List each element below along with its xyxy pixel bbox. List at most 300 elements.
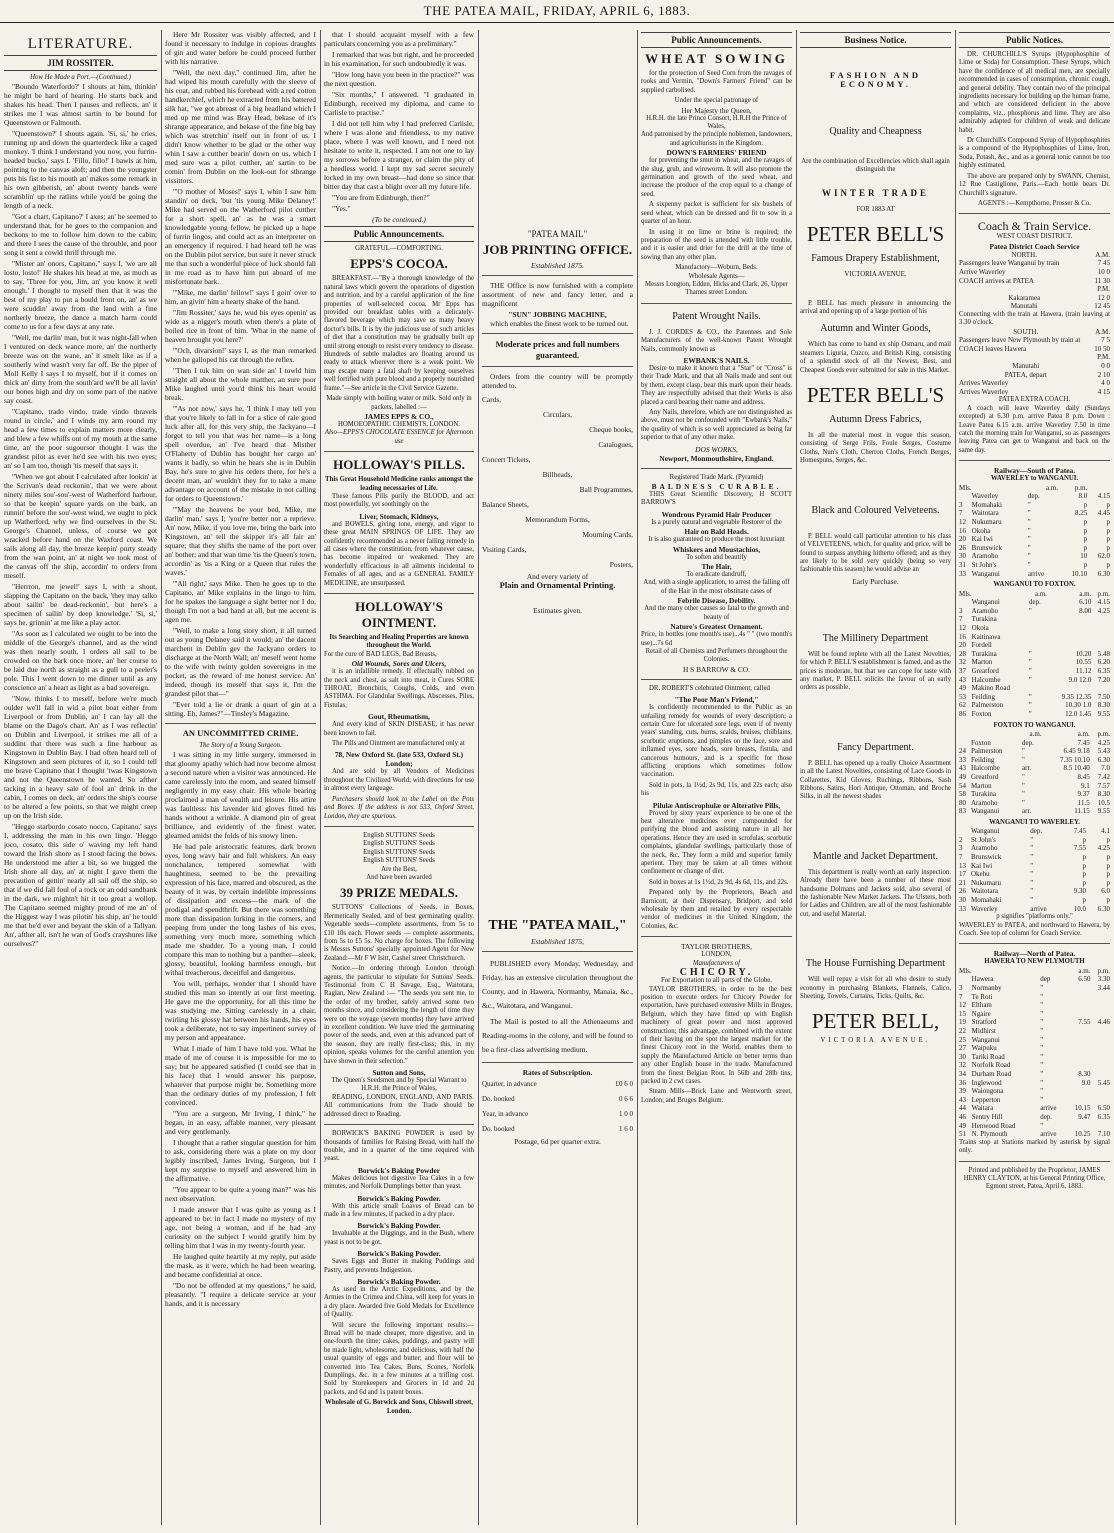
ad-line: Trains stop at Stations marked by asterisk by signal only.: [959, 1138, 1110, 1155]
ad-line: VICTORIA AVENUE.: [844, 271, 907, 279]
paragraph: "Heggo starbordo cosato nocco, Capitano,' says I, addressing the man in his own lingo. 'Heggo joco, cosato, this side o' waving my left hand toward the Irish shore as I stood facing the bows. He understood me after a bit, so we hugged the Irish shore all day, an' at night I gave them the precaution of gettin' nearly all sail off the ship, so that if we did fall foul of a rock or an odd sandbank in the dark, we mightn't hit it too great a wollop. The Capitano seemed mighty proud of me an' of the Higgest way I was pilotin' his ship, an' he tould me that he'd ever and beyant the skin of a Tallyan. An', afther all, isn't he wan of God's crayshures like ourselves?": [4, 822, 157, 949]
table-row: P.M.: [1097, 353, 1110, 362]
ad-line: WAVERLEY to PATEA, and northward to Hawera, by Coach. See top of column for Coach Service.: [959, 921, 1110, 938]
column-5: [641, 30, 792, 1525]
divider: [482, 333, 633, 334]
table-row: 30 Tariki Road ": [959, 1052, 1044, 1061]
table-row: 30 Aramoho " 10 62.0: [959, 552, 1110, 561]
ad-title: HOLLOWAY'S OINTMENT.: [355, 599, 443, 630]
table-row: 54 Marton " 9.1 7.57: [959, 781, 1110, 790]
paragraph: "You appear to be quite a young man?" was his next observation.: [165, 1185, 316, 1204]
table-row: 20 Kai Iwi " p p: [959, 535, 1110, 544]
divider: [959, 1161, 1110, 1162]
table-row: 17 Okehu " p p: [959, 870, 1110, 879]
paragraph: "Then I tuk him on wan side an' I towld him straight all about the whole matther, an sure poor Mike laughed until you'd think his heart would break.: [165, 366, 316, 402]
divider: [324, 451, 474, 452]
table-row: 34 Durham Road " 8.30: [959, 1069, 1091, 1078]
ad-body: Dr Churchill's Compound Syrup of Hypophosphites is a compound of the Hypophosphites of Lime, Iron, Soda, Potash, &c., and as a general tonic cannot be too highly estimated.: [959, 137, 1110, 170]
column-1: [4, 30, 157, 1525]
table-row: 3 Aramoho " 8.00 4.25: [959, 606, 1110, 615]
table-row: 26 Waitotara " 9.30 6.0: [959, 887, 1110, 896]
table-row: Quarter, in advance £0 6 0: [482, 1080, 633, 1088]
ad-line: Are the Best,: [381, 865, 417, 873]
job-item: Visiting Cards,: [482, 545, 527, 554]
ad-body: Prepared only by the Proprietors, Beach and Barnicott, at their Dispensary, Bridport, and sold wholesale by them and retailed by every respectable vendor of medicines in the United Kingdom, the Colonies, &c.: [641, 889, 792, 930]
masthead: THE PATEA MAIL, FRIDAY, APRIL 6, 1883.: [0, 0, 1114, 23]
ad-body: Makes delicious hot digestive Tea Cakes in a few minutes, and Norfolk Dumplings better than yeast.: [324, 1174, 474, 1191]
table-row: 32 Norfolk Road ": [959, 1061, 1044, 1070]
paragraph: I made answer that I was quite as young as I appeared to be: in fact I made no mystery of my age, not being a woman, and if he had any curiosity on the subject I would gratify him by telling him that I was in my twenty-fourth year.: [165, 1205, 316, 1251]
ad-line: Nature's Greatest Ornament.: [670, 622, 763, 632]
column-3: [324, 30, 474, 1525]
job-item: Circulars,: [543, 410, 572, 419]
ad-line: The Queen's Seedsmen and by Special Warrant to H.R.H. the Prince of Wales,: [331, 1077, 467, 1093]
ad-line: HOMOEOPATHIC CHEMISTS, LONDON.: [337, 420, 461, 428]
ad-line: Liver, Stomach, Kidneys,: [359, 511, 439, 521]
table-row: 7 Turakina: [959, 615, 997, 624]
column-rule: [955, 30, 956, 1525]
table-row: 3 Normanby " 3.44: [959, 984, 1110, 993]
ad-body: Saves Eggs and Butter in making Puddings and Pastry, and prevents Indigestion.: [324, 1258, 474, 1274]
ad-body: In all the material most in vogue this season, consisting of Serge Frils, Foule Serges, Costume Cloths, Nun's Cloth, Cherron Cloths, French Berges, Homespuns, Serges, &c.: [800, 432, 951, 465]
table-row: 36 Inglewood " 9.0 5.45: [959, 1078, 1110, 1087]
ad-line: Under the special patronage of: [674, 97, 759, 105]
table-row: 62 Palmerston " 10.30 1.0 8.30: [959, 701, 1110, 710]
ad-line: VICTORIA AVENUE.: [820, 1037, 931, 1045]
ad-body: Will be found replete with all the Latest Novelties, for which P. BELL'S establishment is famed, and as the prices is moderate, but that we can cope for taste with any market, P. BELL solicits the favour of an early orders as possible.: [800, 650, 951, 692]
ad-body: Will secure the following important results:— Bread will be made cheaper, more digestive, and in one-fourth the time; cakes, puddings, and pastry will be made light, wholesome, and delicious, with half the usual quantity of eggs and butter; and flour will be converted into Tea Cakes, Buns, Scones, Norfolk Dumplings, &c. in a few minutes at a trifling cost. Sold by Storekeepers and Grocers in 1d and 2d packets, and 6d and 1s patent boxes.: [324, 1321, 474, 1396]
ad-line: Autumn Dress Fabrics,: [829, 414, 922, 426]
paragraph: "Yes.": [332, 204, 351, 213]
ad-body: This department is really worth an early inspection. Already there have been a number of these most handsome Dolmans and Jackets sold, also several of the fashionable New Market Jackets. The Ulsters, both for Ladies and Children, are all of the most fashionable cut, and useful Material.: [800, 868, 951, 918]
ad-line: Famous Drapery Establishment,: [811, 253, 940, 265]
ad-body: DR. CHURCHILL'S Syrups (Hypophosphite of Lime or Soda) for Consumption. These Syrups, which have the confidence of all medical men, are specially recommended in cases of consumption, chronic cough, and general debility. They contain two of the principal ingredients necessary for building up the human frame, and which are considered deficient in the above complaints, viz., phosphorus and lime. They are also admirably adapted for children of weak and delicate habit.: [959, 51, 1110, 134]
ad-line: Established 1875,: [531, 937, 584, 946]
ad-body: Invaluable at the Diggings, and in the Bush, where yeast is not to be got.: [324, 1230, 474, 1246]
ad-title: "The Poor Man's Friend,": [674, 695, 759, 705]
table-row: 46 Sentry Hill dep. 9.47 6.35: [959, 1112, 1110, 1121]
ad-body: SUTTONS' Collections of Seeds, in Boxes, Hermetically Sealed, and of best germinating quality. Vegetable seeds—complete assortments, from 5s to £10 10s each. Flower seeds — complete assortments, from 5s to £5 5s. No charge for boxes. The following is Messrs Suttons' specially appointed Agent for New Zealand:—Mr F W Isitt, Cashel street Christchurch.: [324, 904, 474, 962]
table-row: Waverley dep. 8.0 4.15: [971, 492, 1110, 501]
ad-body: for the protection of Seed Corn from the ravages of rooks and Vermin, "Down's Farmers' Friend" can be supplied carbolised.: [641, 70, 792, 94]
ad-body: DR. ROBERT'S celebrated Ointment, called: [649, 684, 770, 692]
table-header-row: Mls. a.m. p.m.: [959, 966, 1110, 975]
table-row: Foxton dep. 7.45 4.25: [971, 738, 1110, 747]
ad-line: And every variety of: [526, 572, 589, 581]
table-row: 28 Turakina " 10.20 5.48: [959, 649, 1110, 658]
table-row: 49 Makino Road: [959, 684, 1010, 693]
table-row: 43 Lepperton ": [959, 1095, 1044, 1104]
ad-body: J. J. CORDES & CO., the Patentees and Sole Manufacturers of the well-known Patent Wrought Nails, commonly known as: [641, 328, 792, 353]
timetable: [959, 967, 1110, 1139]
ad-line: Autumn and Winter Goods,: [820, 323, 931, 335]
ad-line: Is a purely natural and vegetable Restorer of the: [651, 518, 782, 526]
ad-line: Wholesale Agents—: [688, 272, 745, 280]
ad-tagline: GRATEFUL—COMFORTING.: [355, 245, 443, 252]
table-row: 7 Waitotara " 8.25 4.45: [959, 509, 1110, 518]
paragraph: "When we got about I calculated after lookin' at the Scrivan's dead reckonin', that we were about ninety miles sou'-sou'-west of Watherford harbour, so that be keepin' square yards on the bark, an runnin' before the sou'-west wind, we ought to pick up Watherford, why we find ourselves in the St. George's Channel, unless, of course we got wracked before hand on the Waxford coast. We sails along all day, the breeze keepin' purty steady from the wan point, an' at night we took most of the canvas off the ship, accordin' to orders from meself.: [4, 472, 157, 581]
table-row: Do. booked 0 6 6: [482, 1095, 633, 1103]
ad-line: The Hair,: [701, 562, 732, 572]
table-row: 49 Henwood Road ": [959, 1121, 1044, 1130]
route-title: WANGANUI TO FOXTON.: [993, 581, 1076, 589]
ad-address: 78, New Oxford St. (late 533, Oxford St.) London;: [334, 750, 464, 769]
paragraph: "As soon as I calculated we ought to be into the middle of the George's channel, and as the wind was then nearly south, I orders all sail to be crowded on the bark once more, an' her course to be laid due north as straight as a gull to a peeler's pole. This I went down to me dinner until as any conscience an' a heart as light as a bad sovereign.: [4, 629, 157, 693]
paragraph: "'As nor now,' says he, 'I think I may tell you that you're likely to fall in for a slice of rale good luck after all, for this very ship, the Jackyano—I forgot to tell you that was her name—is a long spell overdue, an' I've heard that Misther O'Flaherty of Dublin has bought her cargo an' wants it badly, so whin he hears she is in Dublin Bay, he's sure to give his orders there, for he's a decent man, an' wouldn't they for to take a mane advantage on account of the mistake in not calling for orders to Queenstown.': [165, 404, 316, 503]
paragraph: I remarked that was but right, and he proceeded in his examination, for such undoubtedly it was.: [324, 50, 474, 68]
ad-body: Proved by sixty years' experience to be one of the best alterative medicines ever compounded for purifying the blood and assisting nature in all her operations. Hence they are used in scrofulas, scorbutic complaints, glandular swellings, particularly those of the neck, &c. They form a mild and superior family aperient. They may be taken at all times without confinement or change of diet.: [641, 809, 792, 876]
job-item: Cards,: [482, 395, 502, 404]
ad-company: JAMES EPPS & CO.,: [364, 411, 434, 421]
paragraph: "'May the heavens be your bed, Mike, me darlin' man,' says I; 'you're better nor a reprieve. An' now, Mike, if you love me, bring the bark into Kingstown, an' tell the skipper it's all fair an' square; that they shifts the name of the port over an' bother; and that wan time 'tis the Queen's town, accordin' as 'tis a King or a Queen that rules the waves.': [165, 505, 316, 577]
ad-line: English SUTTONS' Seeds: [363, 848, 435, 856]
paragraph: "Do not be offended at my questions," he said, pleasantly. "I require a delicate service at your hands, and it is necessary: [165, 1281, 316, 1309]
coach-title: Coach & Train Service.: [977, 219, 1092, 234]
route-title: FOXTON TO WANGANUI.: [993, 721, 1076, 729]
ad-body: A coach will leave Waverley daily (Sundays excepted) at 6.30 p.m. arrive Patea 8 p.m. Down : Leave Patea 6.15 a.m. arrive Waverley 7.50 in time catch the morning train for Wanganui, so as passengers leaving Patea can get to Wanganui and back on the same day.: [959, 404, 1110, 454]
to-be-continued: (To be continued.): [372, 215, 426, 224]
job-item: Balance Sheets,: [482, 500, 529, 509]
ad-company: TAYLOR BROTHERS,: [681, 942, 752, 952]
imprint: Printed and published by the Proprietor, JAMES HENRY CLAYTON, at his General Printing Office, Egmont street, Patea, April 6, 1883.: [963, 1166, 1106, 1191]
ad-body: The above are prepared only by SWANN, Chemist, 12 Rue Castiglione, Paris.—Each bottle bears Dr. Churchill's signature.: [959, 172, 1110, 197]
ad-line: Newport, Monmouthshire, England.: [659, 453, 774, 463]
section-header: Business Notice.: [800, 32, 951, 48]
ad-line: And, with a single application, to arrest the falling off of the Hair in the most obstinate cases of: [643, 579, 790, 595]
ad-line: Mantle and Jacket Department.: [813, 850, 938, 862]
ad-title: Patent Wrought Nails.: [672, 310, 761, 322]
ad-body: A sixpenny packet is sufficient for six bushels of seed wheat, which can be dressed and fit to sow in a quarter of an hour.: [641, 201, 792, 226]
paragraph: "Mister an' onors, Capitano," says I, 'we are all losto, losto!' He shakes his head at me, as much as to say, 'Three for you, Jim, an' you know it well enough.' I thought to myself then that it was the best of my play to put a bould front on, an' as we were scuddin' away from the land with a fine northerly breeze, the dance a match harm could come to us for a few days at any rate.: [4, 259, 157, 332]
route-title: WANGANUI TO WAVERLEY.: [989, 818, 1080, 826]
ad-body: Will well repay a visit for all who desire to study economy in purchasing Blankets, Flannels, Calico, Sheeting, Towels, Curtains, Ticks, Quilts, &c.: [800, 976, 951, 1001]
ad-body: Steam Mills—Brick Lane and Wentworth street, London; and Bruges Belgium.: [641, 1088, 792, 1104]
table-row: 58 Turakina " 9.37 8.30: [959, 790, 1110, 799]
paragraph: "Capitano, trado vindo, trade vindo thravels round in circle,' and I winds my arm round my head a few times to explain matters more clearly, and blew a few whiffs out of my mouth at the same time, an' the poor sugoursor thought I was the grandest pilot as ever he'd see with his two eyes; an' so I am too, though 'tis meself that says it.: [4, 407, 157, 471]
table-row: Do. booked 1 6 0: [482, 1125, 633, 1133]
table-row: Wanganui dep. 7.45 4.1: [971, 827, 1110, 836]
table-row: Arrive Waverley 10 0: [959, 267, 1110, 276]
ad-line: p signifies "platforms only.": [996, 913, 1073, 921]
ad-line: Made simply with boiling water or milk. Sold only in packets, labelled :—: [326, 395, 472, 411]
ad-line: DOS WORKS,: [695, 444, 738, 454]
ad-line: PATEA EXTRA COACH.: [998, 396, 1071, 404]
paragraph: "'Mike, me darlin' fellow!' says I goin' over to him, an givin' him a hearty shake of the hand.: [165, 288, 316, 306]
divider: [641, 936, 792, 937]
table-row: 25 Wanganui ": [959, 1035, 1044, 1044]
ad-body: which enables the finest work to be turned out.: [490, 319, 629, 328]
paragraph: "Boundo Waterfordo?' I shouts at him, thinkin' he might be hard of hearing. He starts back and shakes his head. Then I pauses and reflects, an' it strikes me I was almost sartin to be bound for Queenstown or Falmouth.: [4, 82, 157, 128]
ad-line: Connecting with the train at Hawera, (train leaving at 3.30 o'clock.: [959, 310, 1110, 327]
table-row: 3 Aramoho " 7.55 4.25: [959, 844, 1110, 853]
ad-body: Which has come to hand ex ship Osmaru, and mail steamers Liguria, Cuzco, and British King, consisting of a splendid stock of all the Newest, Best, and Cheapest Goods ever submitted for sale in this Market.: [800, 341, 951, 374]
table-row: 33 Wanganui arrive 10.10 6.30: [959, 569, 1110, 578]
ad-title: Borwick's Baking Powder.: [357, 1193, 441, 1203]
paragraph: "How long have you been in the practice?" was the next question.: [324, 70, 474, 88]
divider: [641, 679, 792, 680]
section-title: LITERATURE.: [27, 36, 134, 52]
ad-line: And the many other causes so fatal to the growth and beauty of: [644, 605, 789, 621]
ad-title: Borwick's Baking Powder.: [357, 1221, 441, 1231]
ad-title: Borwick's Baking Powder: [357, 1165, 441, 1175]
paragraph: "'Och, divarsion!' says I, as the man remarked when he galloped his cat through the reflex.: [165, 346, 316, 364]
job-item: Ball Programmes,: [579, 485, 633, 494]
ad-body: Any Nails, therefore, which are not distinguished as above, must not be confounded with "Ewbank's Nails," the quality of which is so well appreciated as being far superior to that of any other make.: [641, 409, 792, 442]
table-row: 44 Waitara arrive 10.15 6.50: [959, 1104, 1110, 1113]
paragraph: "Well, the next day," continued Jim, after he had wiped his mouth carefully with the sleeve of his coat, and rubbed his forehead with a red cotton handkerchief, which he extracted from his battered silk hat, "we got abreast of a big headland which I med up me mind was Bray Head, bekase of it's shrange appearance, and bekase of the fine big bay which was stretchin' itself out in front of us. I didn't know whether to be glad or the other way whin I saw a cutther bearin' down on us, which I med sure was a pilot cutther, an' sartin to be comin' from Dublin on the look-out for sthrange vissittors.: [165, 68, 316, 185]
column-2: [165, 30, 316, 1525]
ad-line: To eradicate dandruff,: [686, 571, 747, 579]
railway-title: Railway—South of Patea.: [993, 466, 1076, 476]
table-row: 13 Kai Iwi " p p: [959, 861, 1110, 870]
table-row: 31 St John's " p p: [959, 561, 1110, 570]
ad-line: Whiskers and Moustachios,: [672, 544, 761, 554]
table-row: 16 Kaitinawa: [959, 632, 1001, 641]
paragraph: "'O mother of Moses!' says I, whin I saw him standin' on deck, 'but 'tis young Mike Delaney!' Mike had served on the Watherford pilot cutther for a short spell, an' as he was a smart knowledgable young fellow, he picked up a hape of furrin lingos, and could act as an interpreter on an emergency if required. I had heard tell he was on the Dublin pilot service, but sure it never struck me that such a wonderful piece of luck should fall in me road as to have him put aboard of me misfortunate bark.: [165, 187, 316, 286]
divider: [959, 943, 1110, 944]
table-row: Passengers leave Wanganui by train 7 45: [959, 259, 1110, 268]
ad-line: Wondrous Pyramid Hair Producer: [661, 509, 772, 519]
ad-line: Retail of all Chemists and Perfumers throughout the Colonies.: [645, 647, 788, 664]
ad-body: In using it no lime or brine is required; the preparation of the seed is attended with little trouble, and it is easier and drier for the drill at the time of sowing than any other plan.: [641, 228, 792, 261]
divider: [641, 468, 792, 469]
story-title: JIM ROSSITER.: [4, 55, 157, 71]
ad-line: Estimates given.: [533, 606, 582, 615]
table-row: 32 Marton " 10.55 6.20: [959, 658, 1110, 667]
table-row: 15 Ngaire ": [959, 1009, 1044, 1018]
table-row: 21 Nukumaru " p p: [959, 878, 1110, 887]
ad-title: Pilulæ Antiscrophulæ or Alterative Pills,: [652, 800, 781, 810]
ad-body: BORWICK'S BAKING POWDER is used by thousands of families for Raising Bread, with half the trouble, and in a quarter of the time required with yeast.: [324, 1130, 474, 1163]
ad-line: Plain and Ornamental Printing.: [499, 580, 616, 590]
paragraph: "Six months," I answered. "I graduated in Edinburgh, received my diploma, and came to Carlisle to practise.": [324, 90, 474, 117]
table-row: 19 Stratford " 7.55 4.46: [959, 1018, 1110, 1027]
column-rule: [796, 30, 797, 1525]
ad-line: Manufactory—Woburn, Beds.: [675, 264, 758, 272]
table-row: 37 Greatford " 11.12 6.35: [959, 666, 1110, 675]
paragraph: You will, perhaps, wonder that I should have studied this man so intently at our first meeting. He gave me the opportunity, for all this time he was studying me. Sitting carelessly in a chair, twirling his glossy hat between his hands, his eyes took a deliberate, not to say impertinent survey of my person and appearance.: [165, 979, 316, 1043]
paragraph: I thought that a rather singular question for him to ask, considering there was a plate on my door legibly inscribed, James Irving, Surgeon, but I kept my surprise to myself and answered him in the affirmative.: [165, 1138, 316, 1184]
ad-body: Desire to make it known that a "Star" or "Cross" is their Trade Mark, and that all Nails made and sent out by them, except clasp, bear this mark upon their heads. They are respectfully advised that their Works is also placed a card bearing their name and address.: [641, 364, 792, 406]
ad-line: And have been awarded: [366, 873, 432, 881]
table-row: 86 Foxton " 12.0 1.45 9.55: [959, 709, 1110, 718]
job-item: Billheads,: [542, 470, 573, 479]
section-header: Public Announcements.: [324, 226, 474, 242]
ad-body: PUBLISHED every Monday, Wednesday, and Friday, has an extensive circulation throughout the County, and in Hawera, Normanby, Manaia, &c., &c., Waitotara, and Wanganui.: [482, 959, 633, 1010]
ad-body: And are sold by all Vendors of Medicines throughout the Civilized World; with directions for use in almost every language.: [324, 768, 474, 793]
table-row: 16 Okoha " p p: [959, 526, 1110, 535]
ad-body: READING, LONDON, ENGLAND, AND PARIS. All communications from the Trade should be addressed direct to Reading.: [324, 1093, 474, 1118]
divider: [641, 303, 792, 304]
ad-title: HOLLOWAY'S PILLS.: [333, 457, 465, 473]
job-item: Mourning Cards,: [582, 530, 633, 539]
paragraph: "You are from Edinburgh, then?": [332, 193, 430, 202]
ad-line: Hair on Bald Heads.: [684, 527, 749, 537]
story-title: AN UNCOMMITTED CRIME.: [182, 728, 299, 738]
spacer: [482, 615, 633, 915]
ad-line: Are the combination of Excellencies which shall again distinguish the: [801, 158, 950, 174]
ad-body: BREAKFAST.—"By a thorough knowledge of the natural laws which govern the operations of digestion and nutrition, and by a careful application of the fine properties of well-selected cocoa, Mr Epps has provided our breakfast tables with a delicately-flavored beverage which may save us many heavy doctor's bills. It is by the judicious use of such articles of diet that a constitution may be gradually built up until strong enough to resist every tendency to disease. Hundreds of subtle maladies are floating around us ready to attack wherever there is a weak point. We may escape many a fatal shaft by keeping ourselves well fortified with pure blood and a properly nourished frame."—See article in the Civil Service Gazette.: [324, 275, 474, 392]
ad-title: THE "PATEA MAIL,": [488, 918, 627, 933]
table-row: Manutahi 12 45: [1010, 302, 1110, 311]
paragraph: "Well, me darlin' man, but it was night-fall when I ventured on deck wance more, an' the northerly breeze was on the wane, an' it smelt like as if a southerly wind wasn't very far off. Be the piper of Moll Kelly I says I to myself, but if it comes on thick an' dirty from the south'ard we'll be all lavin' our bones high and dry on some part of the native say coast.: [4, 333, 157, 406]
ad-line: Gout, Rheumatism,: [368, 712, 430, 722]
table-row: 33 Waverley arrive 10.0 6.30: [959, 904, 1110, 913]
divider: [482, 1062, 633, 1063]
ad-title: EWBANK'S NAILS.: [683, 355, 750, 365]
table-row: Year, in advance 1 0 0: [482, 1110, 633, 1118]
coach-subtitle: WEST COAST DISTRICT.: [996, 233, 1073, 241]
table-row: 83 Wanganui arr. 11.15 9.55: [959, 807, 1110, 816]
ad-title: PETER BELL,: [811, 1009, 940, 1034]
paragraph: "Queenstown?' I shouts again. 'Si, si,' he cries, running up and down the quarterdeck like a caged monkey. 'I think I understand you now, you furrin-headed bucko,' says I. 'Fillo, fillo!' I bawls at him, pointing to the canvas aloft; and then the youngster puts his fist to his mouth an' makes some remark in his own gibberish, an' about twenty hands were scramblin' up the ratlins while you'd be going the length of a neck.: [4, 129, 157, 211]
ad-line: English SUTTONS' Seeds: [363, 857, 435, 865]
column-7: [959, 30, 1110, 1525]
ad-line: AGENTS :—Kempthorne, Prosser & Co.: [978, 199, 1091, 207]
ad-line: Febrile Disease, Debility.: [677, 596, 756, 606]
paragraph: "Now, thinks I to meself, before we're much oulder we'll fall in wid a pilot boat either from Liverpool or from Dublin, an' I can lay all the blame on the Dago's chart. An' as I was reflectin' on Dublin and Liverpool, it strikes me all of a suddint that there was such a fine harbour as Kingstown in Dublin Bay. I had often heard tell of Kingstown and seen pictures of it, so I could tell me brave Capitano that I thought 'twas Kingstown and not the Queenstown he wanted. So afther tacking in a heavy sale of fool an' drink in the cabin, I comes on deck, an' orders the ship's course to be altered a few points, so that we might creep up on the Irish side.: [4, 694, 157, 821]
table-row: Wanganui dep. 6.10 4.15: [971, 598, 1110, 607]
paragraph: "'All right,' says Mike. Then he goes up to the Capitano, an' Mike explains in the lingo to him, for he spakes the language a sight better nor I do, though I'm not a bad hand at all, but me accent is agen me.: [165, 579, 316, 624]
table-row: 12 Nukumaru " p p: [959, 518, 1110, 527]
table-row: COACH arrives at PATEA 11 30: [959, 276, 1110, 285]
table-row: Arrives Waverley 4 15: [959, 387, 1110, 396]
ad-body: for preventing the smut in wheat, and the ravages of the slug, grub, and wireworm. It will also promote the germination and growth of the seed wheat, and increase the produce of the crop equal to a change of seed.: [641, 157, 792, 198]
timetable: [959, 730, 1110, 816]
ad-body: Notice.—In ordering through London through agents, the particular to stipulate for Suttons' Seeds. Testimonial from C H Savage, Esq., Waitotara, Raglan, New Zealand :— "The seeds you sent me, to the order of my brother, safely arrived some two months since, and considering the length of time they were on the voyage (seven months) they have arrived in excellent condition. We have tried the germinating power of the seeds, and, even at this advanced part of the season, they are really first-class; this, in my opinion, speaks volumes for the careful attention you have shown in their selection.": [324, 965, 474, 1065]
divider: [324, 826, 474, 827]
paragraph: I was sitting in my little surgery, immersed in that gloomy apathy which had now become almost a second nature when a visitor was announced. He came carelessly into the room, and seated himself negligently in my easy chair. His whole bearing proclaimed a man of wealth and leisure. His attire was faultless: his lavender kid gloves fitted his hands without a wrinkle. A diamond pin of great brilliance, and evidently of the finest water, gleamed amidst the folds of his snowy linen.: [165, 750, 316, 841]
paragraph: "Ever told a lie or drank a quart of gin at a sitting. Eh, James?"—Tinsley's Magazine.: [165, 700, 316, 718]
paragraph: that I should acquaint myself with a few particulars concerning you as a preliminary.": [324, 30, 474, 48]
ad-line: Old Wounds, Sores and Ulcers,: [351, 659, 447, 669]
paragraph: He had pale aristocratic features, dark brown eyes, long wavy hair and full whiskers. An easy nonchalance, tempered somewhat with haughtiness, seemed to be the prevailing expression of his face, marred and obscured, as the beauty of it was, by certain indelible impressions of dissipation and excess—the mark of the prodigal and spendthrift. But there was something more than dissipation lurking in the corners, and peeping from under the long lashes of his eyes, something very much more, something which made me shudder. To a young man, I could compare this man to nothing but a panther—sleek, glossy, beautiful, looking harmless enough, but withal treacherous, deceitful and dangerous.: [165, 842, 316, 978]
ad-body: Sold in pots, la 1½d, 2s 9d, 11s, and 22s each; also his: [641, 781, 792, 798]
story-subtitle: The Story of a Young Surgeon.: [199, 742, 282, 749]
table-row: 43 Halcombe arr. 8.5 10.40 7.0: [959, 764, 1110, 773]
column-rule: [637, 30, 638, 1525]
table-row: 24 Palmerston " 6.45 9.18 5.43: [959, 747, 1110, 756]
job-item: Catalogues,: [598, 440, 633, 449]
ad-line: To soften and beautify: [686, 553, 747, 561]
paragraph: "Herrron, me jewel!' says I, with a shout, slapping the Capitano on the back, 'they may talko about sailin' be dead-reckonin', but here's a specimen of sailin' by deep knowledge.' 'Si, si,' says he, grinnin' at me like a play actor.: [4, 582, 157, 628]
ad-title: DOWN'S FARMERS' FRIEND: [666, 148, 767, 158]
rates-title: Rates of Subscription.: [522, 1068, 593, 1077]
ad-body: Orders from the country will be promptly attended to.: [482, 372, 633, 390]
ad-line: Manufacturers of: [692, 959, 741, 967]
ad-title: PETER BELL'S: [806, 222, 945, 247]
ad-body: THIS Great Scientific Discovery, H SCOTT BARROW'S: [641, 491, 792, 507]
ad-body: With this article small Loaves of Bread can be made in a few minutes, if packed in a dry place.: [324, 1202, 474, 1218]
column-4: [482, 30, 633, 1525]
table-row: 26 Brunswick " p p: [959, 543, 1110, 552]
ad-body: These famous Pills purify the BLOOD, and act most powerfully, yet soothingly on the: [324, 492, 474, 509]
ad-subtitle: This Great Household Medicine ranks amongst the leading necessaries of Life.: [325, 476, 473, 492]
table-row: 51 N. Plymouth arrive 10.25 7.10: [959, 1130, 1110, 1139]
ad-body: And every kind of SKIN DISEASE, it has never been known to fail.: [324, 721, 474, 737]
ad-title: JOB PRINTING OFFICE.: [482, 242, 633, 257]
ad-body: TAYLOR BROTHERS, in order to be the best position to execute orders for Chicory Powder for exportation, have purchased extensive Mills in Bruges, Belgium, which they have fitted up with English machinery of great power and most approved construction; this advantage, combined with the extent of their having on the spot the largest market for the finest Chicory root in the World, enables them to supply the Manufactured Article on better terms than any other English house in the trade. Manufactured from the finest Belgian Root. In 56lb and 28lb tins, packed in 2 cwt cases.: [641, 985, 792, 1085]
divider: [959, 213, 1110, 214]
table-row: COACH leaves Hawera 10 50: [959, 344, 1110, 353]
paragraph: Here Mr Rossiter was visibly affected, and I found it necessary to indulge in copious draughts of gin and water before he could proceed further with his narrative.: [165, 30, 316, 66]
ad-company: Sutton and Sons,: [372, 1068, 426, 1078]
column-rule: [478, 30, 479, 1525]
table-row: 12 Okoia: [959, 624, 989, 632]
table-row: Kakaramea 12 0: [1008, 293, 1110, 302]
ad-body: P. BELL would call particular attention to his class of VELVETEENS, which, for quality and price, will be found to surpass anything hitherto offered; and as they are likely to be sold very quickly (being so very fashionable this season) he would advise an: [800, 532, 951, 574]
table-row: 7 Te Roti ": [959, 992, 1044, 1001]
section-header: Public Announcements.: [641, 32, 792, 48]
ad-title: 39 PRIZE MEDALS.: [339, 885, 459, 901]
story-subtitle: How He Made a Port.—(Continued.): [30, 74, 131, 81]
table-row: 12 Eltham ": [959, 1001, 1044, 1010]
table-row: 53 Feilding " 9.35 12.35 7.50: [959, 692, 1110, 701]
ad-body: The Pills and Ointment are manufactured only at: [332, 740, 465, 748]
table-header-row: Mls. a.m. a.m. p.m.: [959, 589, 1110, 598]
table-row: Arrives Waverley 4 0: [959, 379, 1110, 388]
table-row: P.M.: [1097, 285, 1110, 294]
ad-body: Purchasers should look to the Label on the Pots and Boxes. If the address is not 533, Oxford Street, London, they are spurious.: [324, 795, 474, 820]
table-header-row: Mls. a.m. p.m.: [959, 483, 1088, 492]
job-item: Memorandum Forms,: [525, 515, 590, 524]
paragraph: "You are a surgeon, Mr Irving, I think," he began, in an easy, affable manner, very pleasant and very gentlemanly.: [165, 1109, 316, 1137]
divider: [482, 366, 633, 367]
table-row: 49 Greatford " 8.45 7.42: [959, 772, 1110, 781]
section-header: Public Notices.: [959, 32, 1110, 48]
column-6: [800, 30, 951, 1525]
table-row: Manutahi 0 0: [1012, 362, 1110, 371]
table-row: 27 Waipuku ": [959, 1044, 1044, 1053]
timetable: [959, 590, 1110, 719]
ad-line: Registered Trade Mark. (Pyramid): [669, 473, 764, 481]
paragraph: I did not tell him why I had preferred Carlisle, where I was alone and friendless, to my native place, where I was well known, and I need not hesitate to write it, respected. I am not one to lay my sorrows before a stranger, or claim the pity of a heedless world. I kept my sad secret securely locked in my own breast—had done so since that bitter day that cast a blight over all my future life.: [324, 119, 474, 191]
route-title: WAVERLEY to WANGANUI.: [990, 475, 1079, 483]
ad-title: Borwick's Baking Powder.: [357, 1249, 441, 1259]
paragraph: "Jim Rossiter,' says he, wud his eyes openin' as wide as a nigger's mouth when there's a plate of boiled rice in front of him. 'What in the name of heaven brought you here?': [165, 308, 316, 344]
job-items: [482, 392, 633, 572]
north-table: NORTH. A.M. Passengers leave Wanganui by train 7 45 Arrive Waverley 10 0 COACH arrives at PATEA 11 30 P.M. Kakaramea 12 0 Manutahi 12 45: [959, 250, 1110, 311]
coach-service-title: Patea District Coach Service: [989, 241, 1080, 251]
paragraph: "Well, to make a long story short, it all turned out as young Delaney said it would; an' the dacent marchent in Dublin gev the Jackyano orders to discharge at the North Wall; an' meself went home to the wife with twinty golden sovereigns in me pocket, as the reward of me honest service. An' indeed, though its meself that says it, I'm the grandest pilot that—": [165, 626, 316, 698]
table-row: Hawera dep 6.50 3.30: [971, 975, 1110, 984]
ad-line: "SUN" JOBBING MACHINE,: [508, 310, 607, 319]
ad-body: and BOWELS, giving tone, energy, and vigor to these great MAIN SPRINGS OF LIFE. They are confidently recommended as a never failing remedy in all cases where the constitution, from whatever cause, has become impaired or weakened. They are wonderfully efficacious in all ailments incidental to Females of all ages, and as a GENERAL FAMILY MEDICINE, are unsurpassed.: [324, 520, 474, 587]
table-row: PATEA, depart 2 10: [1004, 370, 1110, 379]
ad-line: English SUTTONS' Seeds: [363, 840, 435, 848]
ad-line: FOR 1883 AT: [856, 205, 895, 213]
ad-line: For Exportation to all parts of the Globe.: [661, 977, 772, 985]
ad-line: It is also guaranteed to produce the most luxuriant: [648, 536, 785, 544]
ad-line: Postage, 6d per quarter extra.: [514, 1137, 601, 1146]
ad-body: THE Office is now furnished with a complete assortment of new and fancy letter, and a magnificent: [482, 281, 633, 308]
table-row: 33 Feilding " 7.35 10.10 6.30: [959, 755, 1110, 764]
spacer: [482, 30, 633, 230]
job-item: Cheque books,: [589, 425, 633, 434]
table-row: 80 Aramoho " 11.5 10.5: [959, 798, 1110, 807]
south-table: SOUTH. A.M. Passengers leave New Plymouth by train at 7 5 COACH leaves Hawera 10 50 P.M. Manutahi 0 0 PATEA, depart 2 10 Arrives Waverley 4 0 Arrives Waverley 4 15: [959, 327, 1110, 396]
route-title: HAWERA TO NEW PLYMOUTH: [984, 958, 1085, 966]
ad-body: P. BELL has opened up a really Choice Assortment in all the Latest Novelties, consisting of Lace Goods in Collarettes, Kid Gloves, Ruchings, Ribbons, Sash Ribbons, Satins, Hori Antique, Ottoman, and Broche Silks, in all the newest shades: [800, 759, 951, 801]
ad-line: H.R.H. the late Prince Consort, H.R.H the Prince of Wales,: [646, 114, 787, 131]
divider: [165, 723, 316, 724]
ad-title: Borwick's Baking Powder.: [357, 1276, 441, 1286]
timetable: [959, 484, 1110, 579]
table-row: Passengers leave New Plymouth by train at 7 5: [959, 336, 1110, 345]
table-header-row: a.m. a.m. p.m.: [1029, 729, 1110, 738]
ad-line: Moderate prices and full numbers guaranteed.: [495, 339, 620, 360]
ad-line: Early Purchase.: [852, 576, 899, 586]
